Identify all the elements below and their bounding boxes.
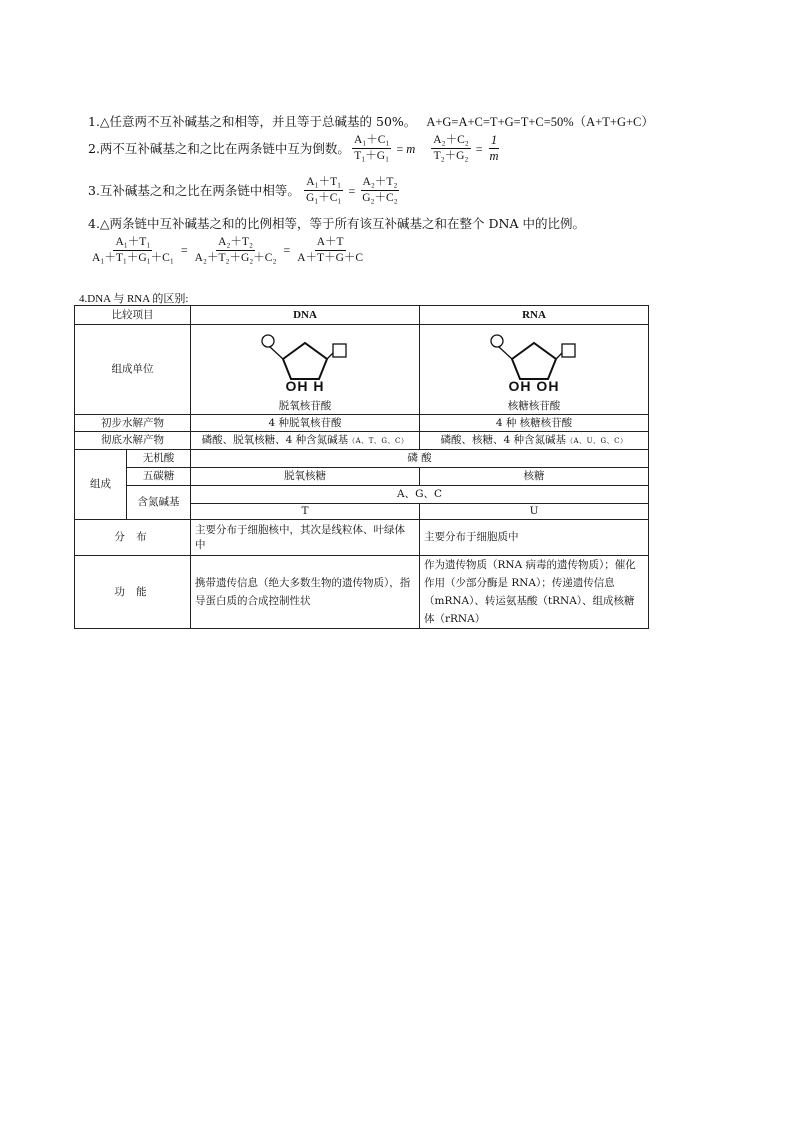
distribution-rna: 主要分布于细胞质中 [420,520,649,556]
base-rna: U [420,504,649,520]
partial-rna: 4 种 核糖核苷酸 [420,415,649,432]
complete-rna: 磷酸、核糖、4 种含氮碱基（A、U、G、C） [420,432,649,450]
acid-label: 无机酸 [127,450,191,468]
partial-dna: 4 种脱氧核苷酸 [191,415,420,432]
composition-label: 组成 [75,450,127,520]
rna-unit-name: 核糖核苷酸 [507,399,561,412]
header-item: 比较项目 [75,306,191,325]
rule-1 [88,114,654,130]
acid-value: 磷 酸 [191,450,649,468]
complete-label: 彻底水解产物 [75,432,191,450]
base-label: 含氮碱基 [127,486,191,520]
table-row-function [75,556,649,629]
table-row-unit [75,325,649,415]
rule-3: 3.互补碱基之和之比在两条链中相等。 $\frac{\text{A₁＋T₁}}{\text{G₁＋C₁}}$ = $\frac{\text{A₂＋T₂}}{\text{G₂＋C₂}}$ [88,176,398,204]
header-rna: RNA [420,306,649,325]
table-row-distribution [75,520,649,556]
rule-2-rhs-fraction: $\frac{1}{m}$ [489,133,499,163]
table-row-pentose [75,468,649,486]
deoxyribose-nucleotide-diagram [259,331,351,381]
rule-2: 2.两不互补碱基之和之比在两条链中互为倒数。 $\frac{\text{A₁＋C₁}}{\text{T₁＋G₁}}$ = m $\frac{\text{A₂＋C₂}}{\text{T₂＋G₂}}$ = $\frac{1}{m}$ [88,133,499,163]
rule-3-text: 3.互补碱基之和之比在两条链中相等。 [88,182,300,198]
rule-2-fraction-2: $\frac{\text{A₂＋C₂}}{\text{T₂＋G₂}}$ [433,134,469,162]
function-label: 功 能 [75,556,191,629]
rule-4-fraction-2: $\frac{\text{A₂＋T₂}}{\text{A₂＋T₂＋G₂＋C₂}}$ [194,236,277,264]
rule-4-text: 4.△两条链中互补碱基之和的比例相等，等于所有该互补碱基之和在整个 DNA 中的比例。 [88,216,585,231]
function-rna: 作为遗传物质（RNA 病毒的遗传物质）；催化作用（少部分酶是 RNA）；传递遗传信息（mRNA）、转运氨基酸（tRNA）、组成核糖体（rRNA） [420,556,649,629]
dna-rna-comparison-table [74,305,649,629]
function-dna: 携带遗传信息（绝大多数生物的遗传物质），指导蛋白质的合成控制性状 [191,556,420,629]
rule-2-text: 2.两不互补碱基之和之比在两条链中互为倒数。 [88,140,350,156]
dna-unit-cell [191,325,420,415]
table-row-partial-hydrolysis [75,415,649,432]
rule-2-fraction-1: $\frac{\text{A₁＋C₁}}{\text{T₁＋G₁}}$ [353,134,390,162]
base-common: A、G、C [191,486,649,504]
base-dna: T [191,504,420,520]
dna-struct-label: OH H [285,377,325,394]
rule-1-formula: A+G=A+C=T+G=T+C=50%（A+T+G+C） [426,115,654,129]
table-row-complete-hydrolysis [75,432,649,450]
complete-dna: 磷酸、脱氧核糖、4 种含氮碱基（A、T、G、C） [191,432,420,450]
sugar-rna: 核糖 [420,468,649,486]
table-row-inorganic-acid [75,450,649,468]
rule-4-fraction-1: $\frac{\text{A₁＋T₁}}{\text{A₁＋T₁＋G₁＋C₁}}$ [92,236,174,264]
section-title: 4.DNA 与 RNA 的区别: [79,293,189,305]
unit-label: 组成单位 [75,325,191,415]
rule-4-formula: $\frac{\text{A₁＋T₁}}{\text{A₁＋T₁＋G₁＋C₁}}$ = $\frac{\text{A₂＋T₂}}{\text{A₂＋T₂＋G₂＋C₂}}$ = $\frac{A+T}{A+T+G+C}$ [92,236,364,264]
rna-struct-label: OH OH [508,377,560,394]
ribose-nucleotide-diagram [488,331,580,381]
rule-3-fraction-1: $\frac{\text{A₁＋T₁}}{\text{G₁＋C₁}}$ [305,176,342,204]
distribution-dna: 主要分布于细胞核中，其次是线粒体、叶绿体中 [191,520,420,556]
rule-2-rhs-m: m [406,141,416,156]
table-row-base-common [75,486,649,504]
rna-unit-cell [420,325,649,415]
distribution-label: 分 布 [75,520,191,556]
sugar-label: 五碳糖 [127,468,191,486]
rule-4 [88,216,585,232]
rule-4-fraction-3: $\frac{A+T}{A+T+G+C}$ [297,236,364,264]
table-header-row [75,306,649,325]
rule-3-fraction-2: $\frac{\text{A₂＋T₂}}{\text{G₂＋C₂}}$ [362,176,398,204]
partial-label: 初步水解产物 [75,415,191,432]
header-dna: DNA [191,306,420,325]
rule-1-text: 1.△任意两不互补碱基之和相等，并且等于总碱基的 50%。 [88,114,417,129]
sugar-dna: 脱氧核糖 [191,468,420,486]
dna-unit-name: 脱氧核苷酸 [278,399,332,412]
